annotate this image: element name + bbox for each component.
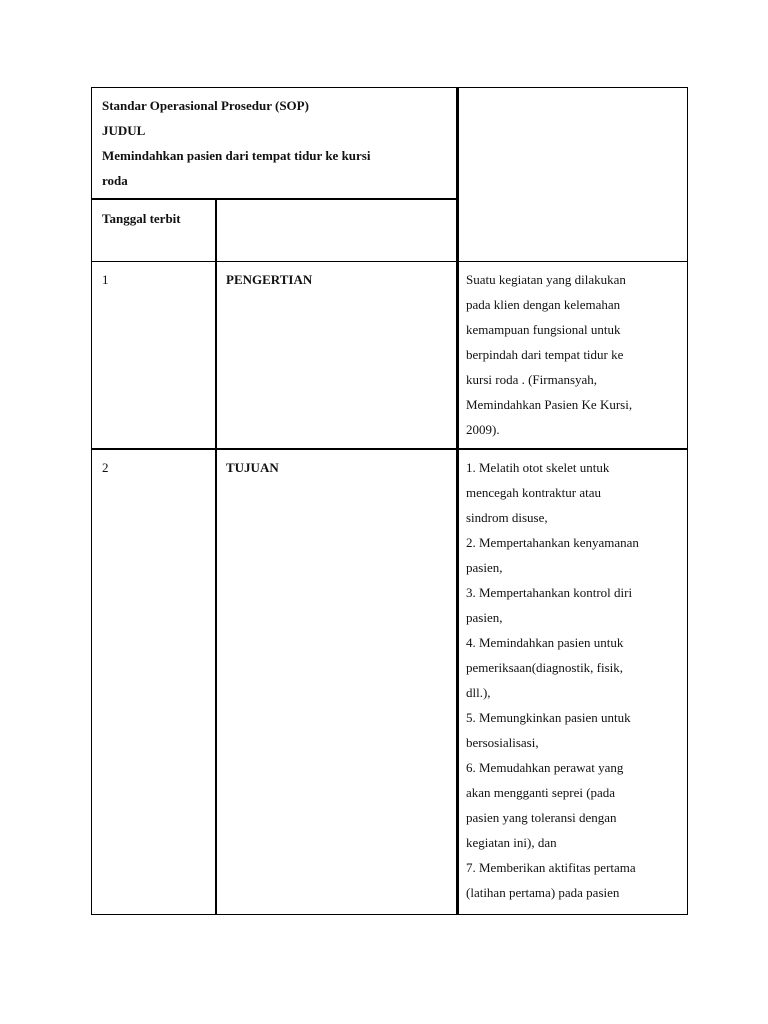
text-line: Memindahkan Pasien Ke Kursi, [466,397,633,412]
row-number: 1 [102,272,109,287]
header-vertical-divider [456,87,459,262]
text-line: pasien yang toleransi dengan [466,810,617,825]
judul-label: JUDUL [102,123,146,138]
procedure-title-continued: roda [102,173,128,188]
text-line: 5. Memungkinkan pasien untuk [466,710,631,725]
text-line: mencegah kontraktur atau [466,485,601,500]
row-label-pengertian: PENGERTIAN [226,272,313,287]
text-line: Suatu kegiatan yang dilakukan [466,272,626,287]
issued-date-label: Tanggal terbit [102,211,181,226]
procedure-title: Memindahkan pasien dari tempat tidur ke kursi [102,148,371,163]
text-line: bersosialisasi, [466,735,539,750]
text-line: pemeriksaan(diagnostik, fisik, [466,660,624,675]
text-line: 4. Memindahkan pasien untuk [466,635,624,650]
text-line: akan mengganti seprei (pada [466,785,616,800]
text-line: 6. Memudahkan perawat yang [466,760,624,775]
text-line: kegiatan ini), dan [466,835,557,850]
text-line: pasien, [466,610,503,625]
sop-title: Standar Operasional Prosedur (SOP) [102,98,309,113]
column-divider-2 [456,261,459,915]
row-label-tujuan: TUJUAN [226,460,279,475]
column-divider-1 [215,261,217,915]
text-line: 7. Memberikan aktifitas pertama [466,860,636,875]
row-content-pengertian [466,267,691,442]
text-line: berpindah dari tempat tidur ke [466,347,624,362]
text-line: pada klien dengan kelemahan [466,297,621,312]
text-line: (latihan pertama) pada pasien [466,885,620,900]
header-horizontal-divider [91,198,457,200]
row-divider [91,448,688,450]
row-content-tujuan [466,455,691,905]
text-line: kursi roda . (Firmansyah, [466,372,598,387]
text-line: sindrom disuse, [466,510,548,525]
text-line: pasien, [466,560,503,575]
text-line: 3. Mempertahankan kontrol diri [466,585,633,600]
logo-area [460,89,686,260]
text-line: 1. Melatih otot skelet untuk [466,460,610,475]
text-line: kemampuan fungsional untuk [466,322,621,337]
row-number: 2 [102,460,109,475]
text-line: dll.), [466,685,491,700]
text-line: 2. Mempertahankan kenyamanan [466,535,639,550]
issued-date-divider [215,199,217,262]
text-line: 2009). [466,422,500,437]
